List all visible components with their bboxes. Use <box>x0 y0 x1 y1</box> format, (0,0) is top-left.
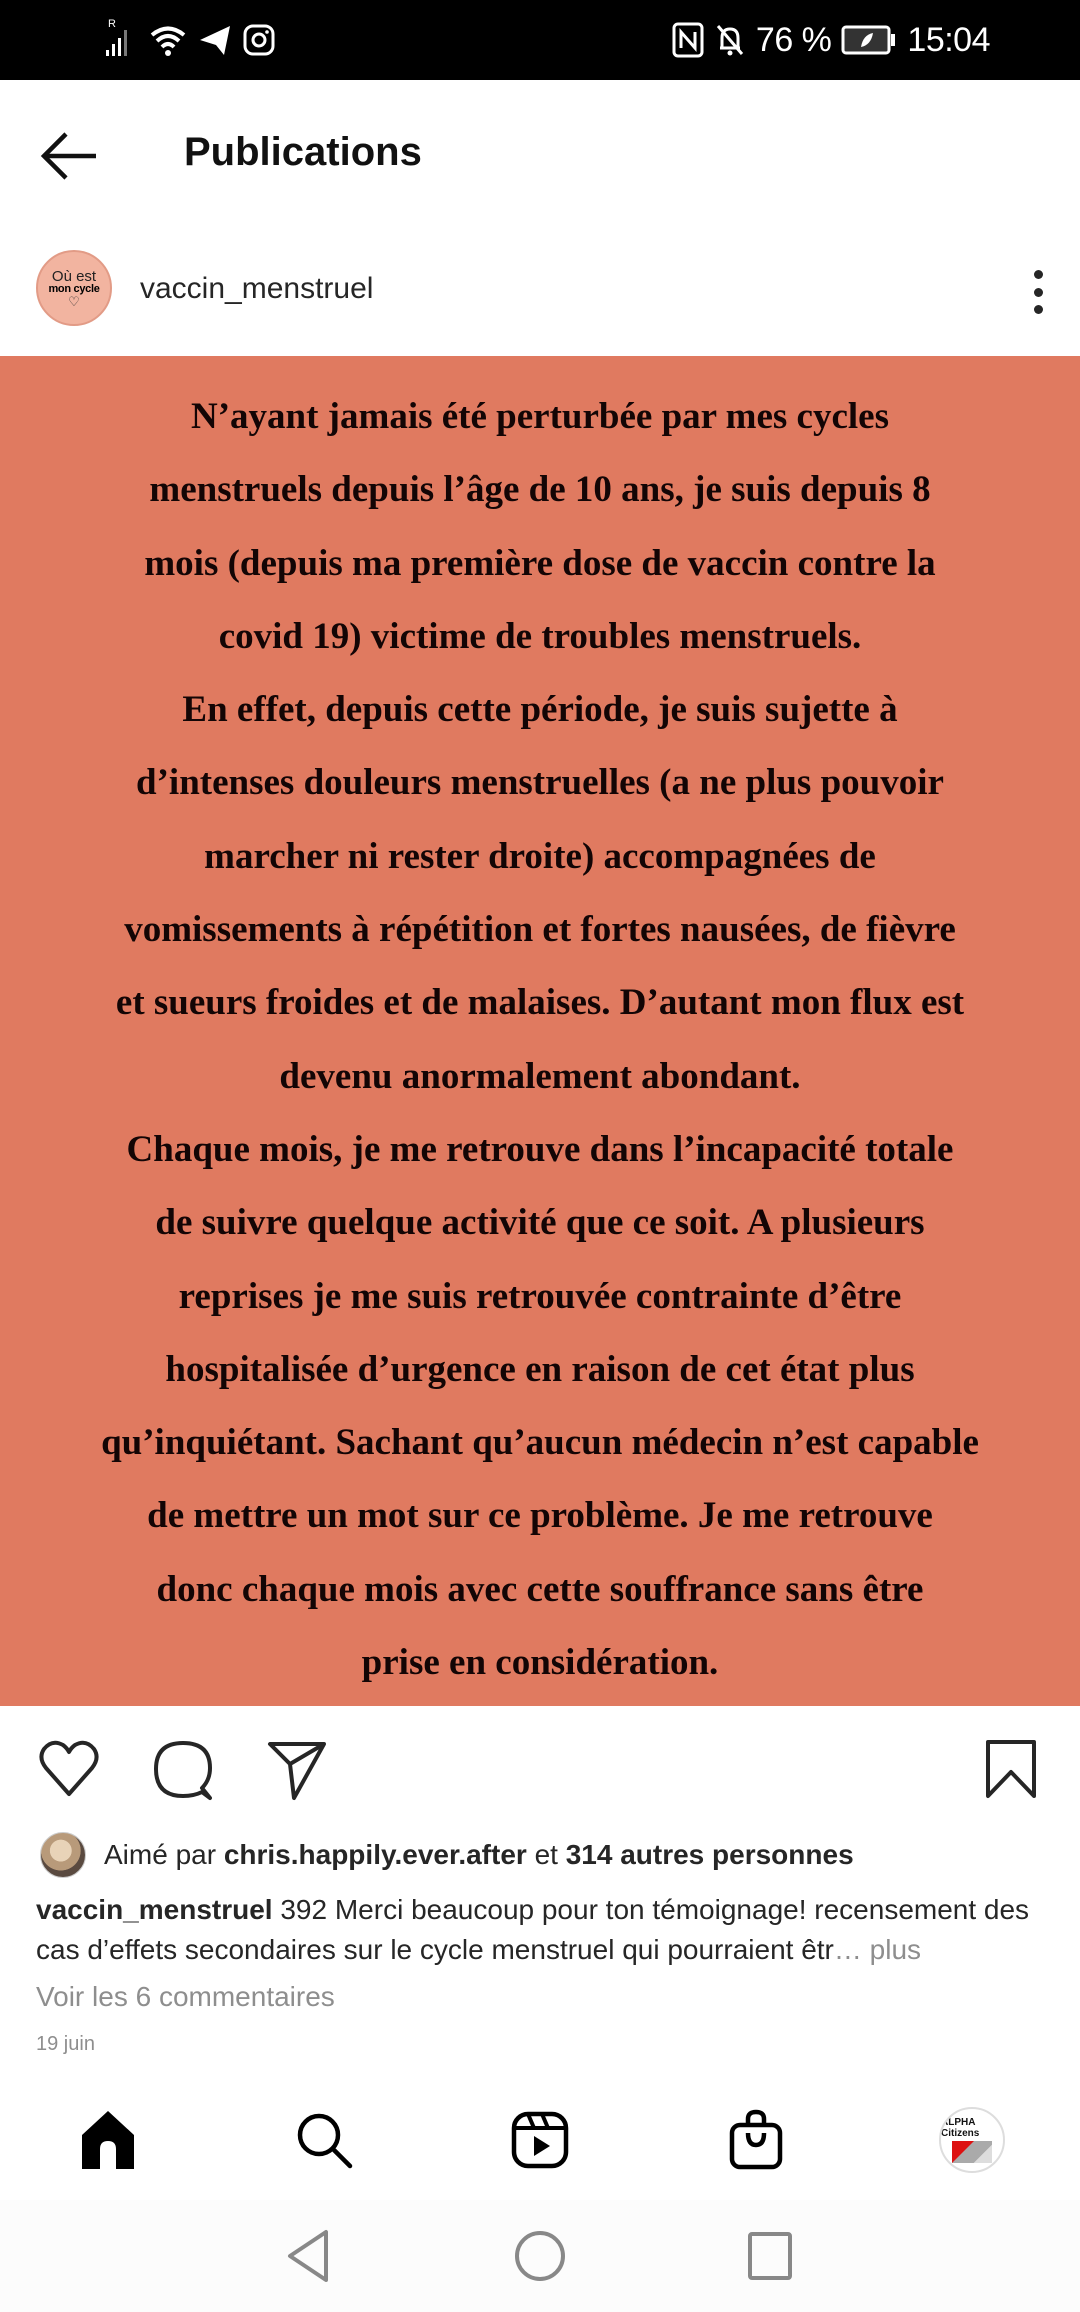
like-button[interactable] <box>36 1736 102 1802</box>
text-line: donc chaque mois avec cette souffrance sans être <box>156 1568 924 1610</box>
search-icon <box>294 2110 354 2170</box>
text-line: En effet, depuis cette période, je suis sujette à <box>182 689 898 731</box>
caption-more-link[interactable]: plus <box>869 1934 922 1965</box>
post-actions <box>0 1706 1080 1826</box>
view-comments-link[interactable]: Voir les 6 commentaires <box>36 1981 335 2012</box>
signal-roaming-icon: R <box>104 22 138 58</box>
text-line: mois (depuis ma première dose de vaccin contre la <box>144 542 936 584</box>
bell-off-icon <box>714 22 746 58</box>
app-header <box>0 80 1080 226</box>
shopping-bag-icon <box>726 2109 786 2171</box>
dominoes-image <box>952 2141 992 2163</box>
heart-icon <box>36 1736 102 1802</box>
send-icon <box>264 1736 330 1802</box>
profile-avatar: ALPHA Citizens <box>939 2107 1005 2173</box>
page-title: Publications <box>184 130 422 174</box>
text-line: Chaque mois, je me retrouve dans l’incapacité totale <box>126 1128 954 1170</box>
caption-text: 392 Merci beaucoup pour ton témoignage! recensement des cas d’effets secondaires sur le cycle menstruel qui pourraient êtr <box>36 1894 1030 1965</box>
text-line: prise en considération. <box>361 1642 719 1684</box>
text-line: vomissements à répétition et fortes nausées, de fièvre <box>124 909 956 951</box>
bookmark-icon <box>978 1736 1044 1802</box>
battery-percent: 76 % <box>755 20 832 59</box>
clock: 15:04 <box>907 20 990 59</box>
post-caption: vaccin_menstruel 392 Merci beaucoup pour ton témoignage! recensement des cas d’effets secondaires sur le cycle menstruel qui pourraient êtr… plus <box>36 1894 1030 1965</box>
arrow-left-icon <box>38 124 102 188</box>
system-back-button[interactable] <box>280 2226 340 2286</box>
circle-home-icon <box>510 2226 570 2286</box>
reels-icon <box>510 2110 570 2170</box>
battery-saver-icon <box>841 25 897 55</box>
dot-icon <box>1034 270 1043 279</box>
comment-button[interactable] <box>150 1736 216 1802</box>
text-line: reprises je me suis retrouvée contrainte d’être <box>178 1275 902 1317</box>
instagram-icon <box>242 23 276 57</box>
nav-home[interactable] <box>68 2100 148 2180</box>
post-header <box>0 226 1080 356</box>
bottom-nav <box>0 2080 1080 2200</box>
liker-username[interactable]: chris.happily.ever.after <box>223 1839 527 1870</box>
text-line: menstruels depuis l’âge de 10 ans, je suis depuis 8 <box>149 469 931 511</box>
dot-icon <box>1034 288 1043 297</box>
text-line: hospitalisée d’urgence en raison de cet état plus <box>165 1348 915 1390</box>
text-line: marcher ni rester droite) accompagnées de <box>204 835 876 877</box>
more-options-button[interactable] <box>1018 264 1058 320</box>
text-line: de suivre quelque activité que ce soit. A plusieurs <box>155 1202 925 1244</box>
text-line: covid 19) victime de troubles menstruels. <box>218 615 862 657</box>
text-line: devenu anormalement abondant. <box>279 1055 801 1097</box>
square-recents-icon <box>740 2226 800 2286</box>
nav-shop[interactable] <box>716 2100 796 2180</box>
system-recents-button[interactable] <box>740 2226 800 2286</box>
dot-icon <box>1034 305 1043 314</box>
author-username[interactable]: vaccin_menstruel <box>140 272 374 305</box>
status-bar <box>0 0 1080 80</box>
nav-reels[interactable] <box>500 2100 580 2180</box>
post-image-text <box>0 380 1080 1699</box>
save-button[interactable] <box>978 1736 1044 1802</box>
wifi-icon <box>148 22 188 58</box>
text-line: N’ayant jamais été perturbée par mes cycles <box>190 396 889 437</box>
triangle-back-icon <box>280 2226 340 2286</box>
comment-icon <box>150 1736 216 1802</box>
back-button[interactable] <box>38 124 102 188</box>
liker-avatar <box>40 1832 86 1878</box>
nfc-icon <box>672 22 704 58</box>
author-avatar[interactable]: Où est mon cycle ♡ <box>36 250 112 326</box>
system-home-button[interactable] <box>510 2226 570 2286</box>
post-date: 19 juin <box>36 2033 95 2055</box>
system-nav-bar <box>0 2200 1080 2312</box>
text-line: et sueurs froides et de malaises. D’autant mon flux est <box>115 982 965 1024</box>
nav-search[interactable] <box>284 2100 364 2180</box>
likes-text: Aimé par chris.happily.ever.after et 314 autres personnes <box>104 1839 854 1870</box>
telegram-icon <box>198 23 232 57</box>
likes-summary[interactable] <box>0 1826 1080 1884</box>
home-icon <box>78 2109 138 2171</box>
caption-username[interactable]: vaccin_menstruel <box>36 1894 273 1925</box>
post-image[interactable] <box>0 356 1080 1706</box>
likes-count[interactable]: 314 autres personnes <box>565 1839 854 1870</box>
nav-profile[interactable] <box>932 2100 1012 2180</box>
text-line: de mettre un mot sur ce problème. Je me retrouve <box>147 1495 933 1537</box>
text-line: qu’inquiétant. Sachant qu’aucun médecin n’est capable <box>101 1422 979 1464</box>
text-line: d’intenses douleurs menstruelles (a ne plus pouvoir <box>136 762 944 804</box>
share-button[interactable] <box>264 1736 330 1802</box>
